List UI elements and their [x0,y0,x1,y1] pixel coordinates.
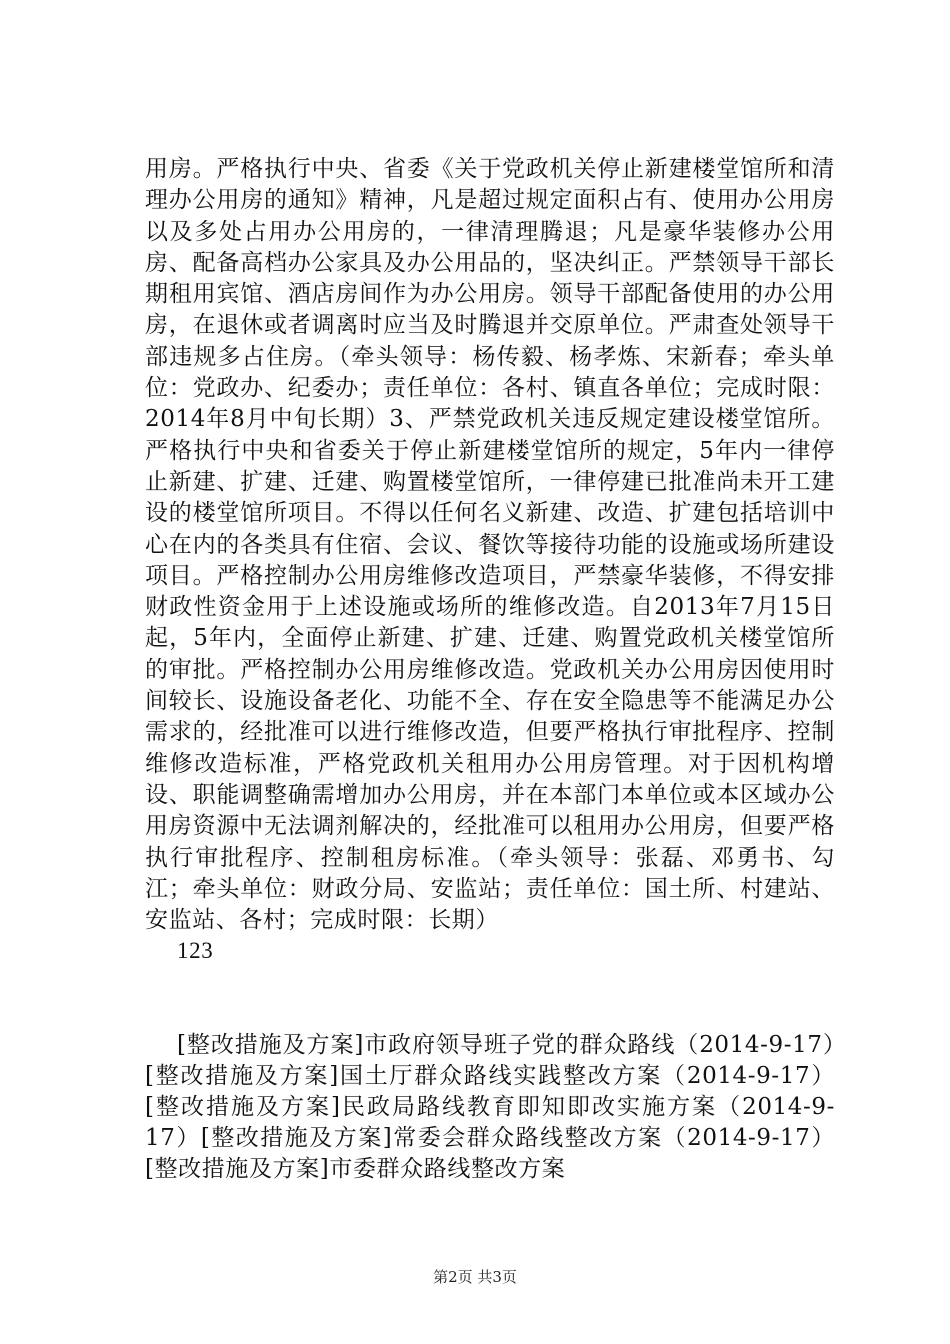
related-articles[interactable]: [整改措施及方案]市政府领导班子党的群众路线（2014-9-17）[整改措施及方案]国土厅群众路线实践整改方案（2014-9-17）[整改措施及方案]民政局路线教育即知即改实施方案（2014-9-17）[整改措施及方案]常委会群众路线整改方案（2014-9-17）[整改措施及方案]市委群众路线整改方案 [145,1032,835,1182]
document-body [145,154,835,966]
main-paragraph: 用房。严格执行中央、省委《关于党政机关停止新建楼堂馆所和清理办公用房的通知》精神，凡是超过规定面积占有、使用办公用房以及多处占用办公用房的，一律清理腾退；凡是豪华装修办公用房、配备高档办公家具及办公用品的，坚决纠正。严禁领导干部长期租用宾馆、酒店房间作为办公用房。领导干部配备使用的办公用房，在退休或者调离时应当及时腾退并交原单位。严肃查处领导干部违规多占住房。（牵头领导：杨传毅、杨孝炼、宋新春；牵头单位：党政办、纪委办；责任单位：各村、镇直各单位；完成时限：2014年8月中旬长期）3、严禁党政机关违反规定建设楼堂馆所。严格执行中央和省委关于停止新建楼堂馆所的规定，5年内一律停止新建、扩建、迁建、购置楼堂馆所，一律停建已批准尚未开工建设的楼堂馆所项目。不得以任何名义新建、改造、扩建包括培训中心在内的各类具有住宿、会议、餐饮等接待功能的设施或场所建设项目。严格控制办公用房维修改造项目，严禁豪华装修，不得安排财政性资金用于上述设施或场所的维修改造。自2013年7月15日起，5年内，全面停止新建、扩建、迁建、购置党政机关楼堂馆所的审批。严格控制办公用房维修改造。党政机关办公用房因使用时间较长、设施设备老化、功能不全、存在安全隐患等不能满足办公需求的，经批准可以进行维修改造，但要严格执行审批程序、控制维修改造标准，严格党政机关租用办公用房管理。对于因机构增设、职能调整确需增加办公用房，并在本部门本单位或本区域办公用房资源中无法调剂解决的，经批准可以租用办公用房，但要严格执行审批程序、控制租房标准。（牵头领导：张磊、邓勇书、勾江；牵头单位：财政分局、安监站；责任单位：国土所、村建站、安监站、各村；完成时限：长期） [145,156,835,934]
page-number-links[interactable]: 123 [177,938,214,964]
page-footer: 第2页 共3页 [433,1268,517,1286]
